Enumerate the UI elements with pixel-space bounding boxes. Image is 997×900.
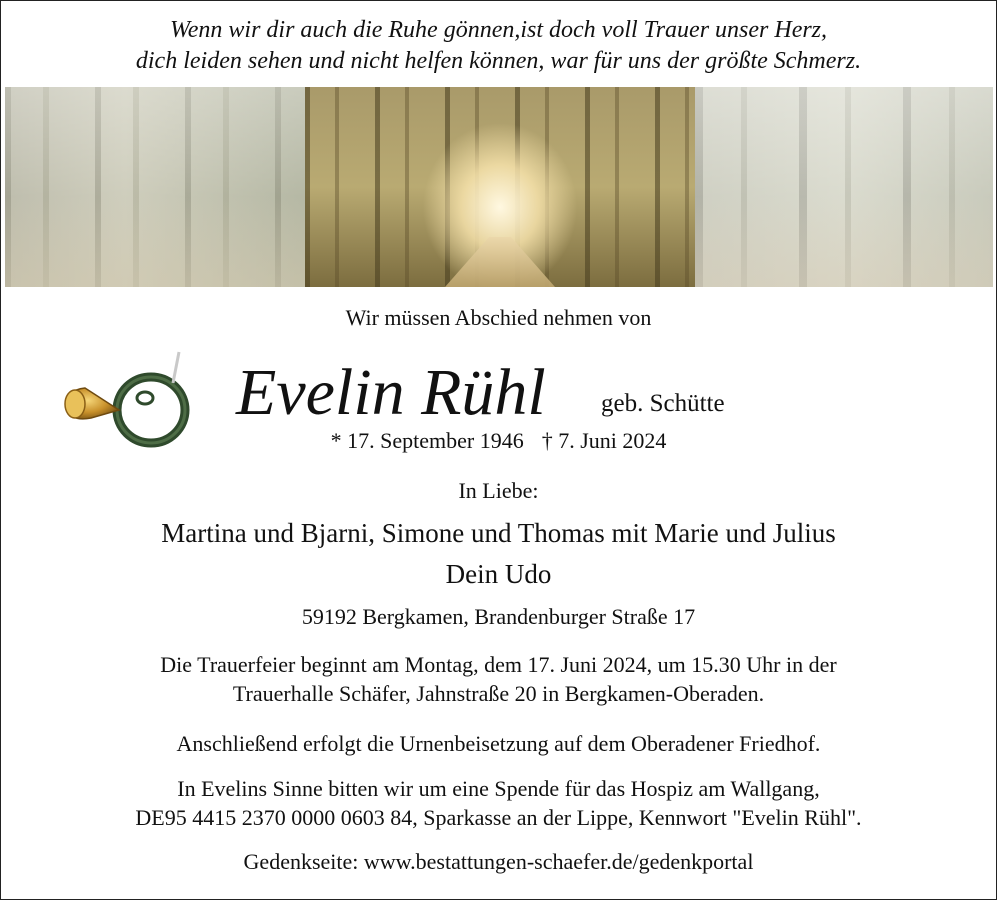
poem-line-2: dich leiden sehen und nicht helfen können, war für uns der größte Schmerz.	[135, 48, 862, 74]
intro-text: Wir müssen Abschied nehmen von	[345, 305, 652, 330]
birth-date: * 17. September 1946	[330, 428, 524, 453]
poem-line-1: Wenn wir dir auch die Ruhe gönnen,ist doch voll Trauer unser Herz,	[169, 17, 828, 43]
burial-info: Anschließend erfolgt die Urnenbeisetzung auf dem Oberadener Friedhof.	[176, 731, 821, 756]
funeral-line-1: Die Trauerfeier beginnt am Montag, dem 17. Juni 2024, um 15.30 Uhr in der	[160, 652, 837, 677]
forest-path-image	[5, 87, 993, 287]
mourners-line-2: Dein Udo	[445, 559, 552, 589]
address: 59192 Bergkamen, Brandenburger Straße 17	[301, 604, 696, 629]
funeral-line-2: Trauerhalle Schäfer, Jahnstraße 20 in Bergkamen-Oberaden.	[232, 681, 765, 706]
forest-right-panel	[695, 87, 993, 287]
memorial-page-link[interactable]: Gedenkseite: www.bestattungen-schaefer.de/gedenkportal	[243, 849, 754, 874]
maiden-name: geb. Schütte	[601, 390, 725, 417]
funeral-info	[1, 650, 996, 708]
death-date: † 7. Juni 2024	[541, 428, 667, 453]
mourners-line-1: Martina und Bjarni, Simone und Thomas mit Marie und Julius	[161, 518, 836, 548]
mourners	[1, 513, 996, 595]
poem	[1, 15, 996, 77]
donation-info	[1, 774, 996, 832]
donation-line-1: In Evelins Sinne bitten wir um eine Spende für das Hospiz am Wallgang,	[177, 776, 820, 801]
in-love-label: In Liebe:	[458, 478, 539, 503]
life-dates	[1, 428, 996, 454]
donation-line-2: DE95 4415 2370 0000 0603 84, Sparkasse an der Lippe, Kennwort "Evelin Rühl".	[135, 805, 862, 830]
deceased-name: Evelin Rühl	[236, 356, 546, 429]
forest-left-panel	[5, 87, 305, 287]
